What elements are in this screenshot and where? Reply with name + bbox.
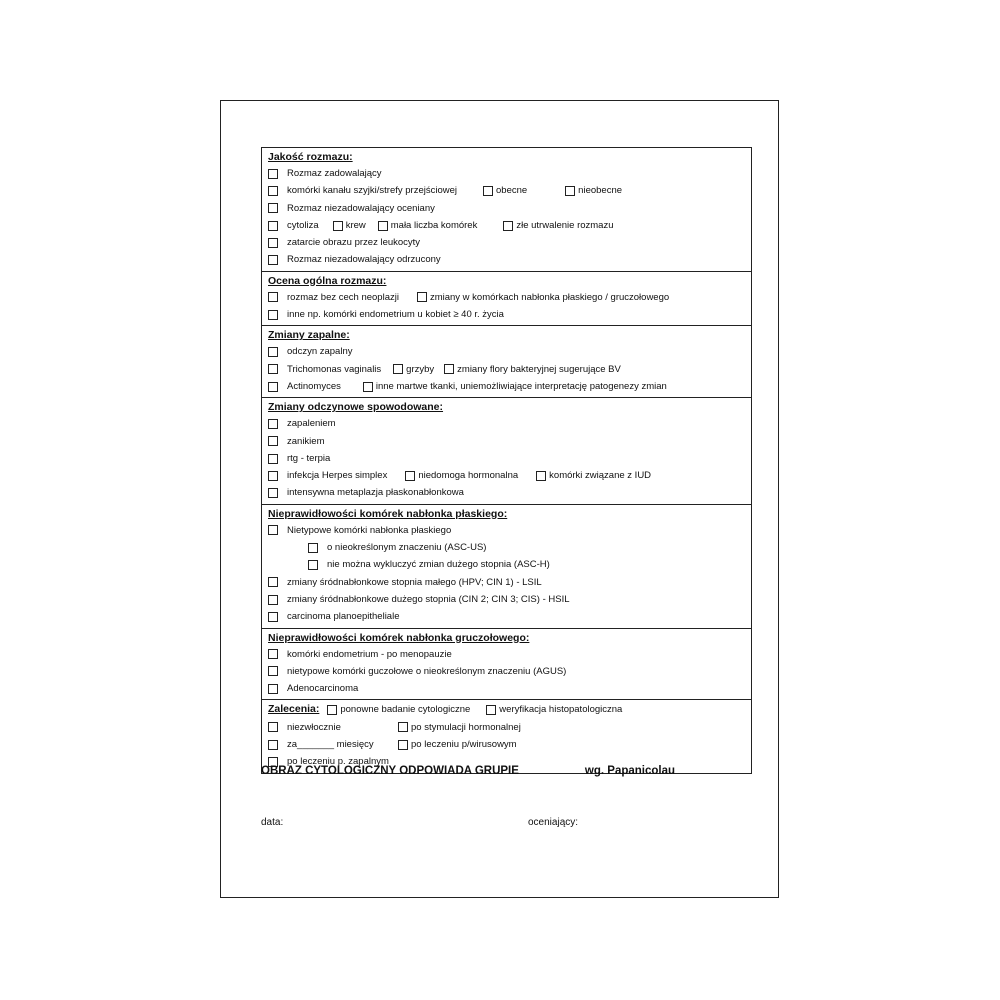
form-row <box>262 591 751 608</box>
checkbox[interactable] <box>268 666 278 676</box>
checkbox[interactable] <box>327 705 337 715</box>
checkbox[interactable] <box>268 525 278 535</box>
result-suffix: wg. Papanicolau <box>584 765 676 777</box>
checkbox[interactable] <box>363 382 373 392</box>
option-label: zmiany w komórkach nabłonka płaskiego / gruczołowego <box>429 291 670 303</box>
option-odczyn-zapalny <box>268 343 352 360</box>
form-row <box>262 556 751 573</box>
section-zmiany-odczynowe-spowodowane <box>262 397 751 503</box>
option-weryfikacja-histopatologiczna <box>486 701 622 718</box>
checkbox[interactable] <box>268 221 278 231</box>
option-label: weryfikacja histopatologiczna <box>499 704 623 716</box>
option-label: nieobecne <box>578 185 623 197</box>
section-title: Zmiany zapalne: <box>268 329 350 342</box>
section-nieprawidlowosci-komorek-nablonka-plaski <box>262 504 751 628</box>
option-label: złe utrwalenie rozmazu <box>516 219 614 231</box>
option-label: intensywna metaplazja płaskonabłonkowa <box>287 487 464 499</box>
option-label: Actinomyces <box>287 380 341 392</box>
option-label: obecne <box>496 185 528 197</box>
option-label: rtg - terpia <box>287 452 331 464</box>
group-blank-field[interactable] <box>527 765 583 774</box>
checkbox[interactable] <box>398 722 408 732</box>
checkbox[interactable] <box>393 364 403 374</box>
form-row <box>262 522 751 539</box>
option-zmiany-srodnablonkowe-stopnia-malego-hpv <box>268 574 542 591</box>
option-infekcja-herpes-simplex <box>268 467 387 484</box>
checkbox[interactable] <box>268 649 278 659</box>
form-row <box>262 361 751 378</box>
option-actinomyces <box>268 378 341 395</box>
option-inne-np-komorki-endometrium-u-kobiet-40- <box>268 306 504 323</box>
checkbox[interactable] <box>378 221 388 231</box>
cytology-form-table <box>261 147 752 774</box>
form-row <box>262 484 751 501</box>
option-label: komórki endometrium - po menopauzie <box>287 648 452 660</box>
checkbox[interactable] <box>405 471 415 481</box>
option-komorki-kanalu-szyjki-strefy-przejsciowe <box>268 182 457 199</box>
option-rozmaz-zadowalajacy <box>268 165 382 182</box>
checkbox[interactable] <box>268 169 278 179</box>
checkbox[interactable] <box>417 292 427 302</box>
option-label: rozmaz bez cech neoplazji <box>287 291 399 303</box>
checkbox[interactable] <box>268 186 278 196</box>
option-label: zapaleniem <box>287 418 336 430</box>
checkbox[interactable] <box>308 543 318 553</box>
form-row <box>262 182 751 199</box>
option-rozmaz-niezadowalajacy-oceniany <box>268 200 435 217</box>
option-za-miesiecy <box>268 736 398 753</box>
checkbox[interactable] <box>398 740 408 750</box>
option-label: niedomoga hormonalna <box>418 470 519 482</box>
form-row <box>262 200 751 217</box>
option-rozmaz-niezadowalajacy-odrzucony <box>268 251 441 268</box>
option-nieobecne <box>565 182 622 199</box>
section-zalecenia <box>262 699 751 772</box>
checkbox[interactable] <box>268 419 278 429</box>
checkbox[interactable] <box>444 364 454 374</box>
option-mala-liczba-komorek <box>378 217 478 234</box>
option-label: komórki związane z IUD <box>549 470 652 482</box>
section-title: Zalecenia: <box>268 703 320 716</box>
checkbox[interactable] <box>268 238 278 248</box>
checkbox[interactable] <box>503 221 513 231</box>
option-nie-mozna-wykluczyc-zmian-duzego-stopnia <box>308 556 550 573</box>
option-zapaleniem <box>268 415 336 432</box>
form-row <box>262 343 751 360</box>
option-trichomonas-vaginalis <box>268 361 381 378</box>
form-row <box>262 646 751 663</box>
checkbox[interactable] <box>483 186 493 196</box>
option-obecne <box>483 182 527 199</box>
option-label: Rozmaz niezadowalający oceniany <box>287 202 435 214</box>
option-label: nietypowe komórki guczołowe o nieokreślonym znaczeniu (AGUS) <box>287 665 567 677</box>
option-po-stymulacji-hormonalnej <box>398 719 521 736</box>
option-inne-martwe-tkanki-uniemozliwiajace-inte <box>363 378 667 395</box>
option-label: po leczeniu p/wirusowym <box>411 739 517 751</box>
checkbox[interactable] <box>268 684 278 694</box>
checkbox[interactable] <box>486 705 496 715</box>
option-zle-utrwalenie-rozmazu <box>503 217 613 234</box>
option-zmiany-flory-bakteryjnej-sugerujace-bv <box>444 361 621 378</box>
form-row <box>262 574 751 591</box>
checkbox[interactable] <box>268 595 278 605</box>
result-line <box>261 765 675 777</box>
form-row <box>262 608 751 625</box>
checkbox[interactable] <box>268 382 278 392</box>
form-row <box>262 433 751 450</box>
section-nieprawidlowosci-komorek-nablonka-gruczo <box>262 628 751 700</box>
checkbox[interactable] <box>308 560 318 570</box>
section-title: Nieprawidłowości komórek nabłonka płaskiego: <box>268 507 508 520</box>
option-label: zmiany śródnabłonkowe dużego stopnia (CIN 2; CIN 3; CIS) - HSIL <box>287 593 570 605</box>
form-row <box>262 663 751 680</box>
option-label: grzyby <box>406 363 435 375</box>
option-label: inne np. komórki endometrium u kobiet ≥ 40 r. życia <box>287 309 504 321</box>
checkbox[interactable] <box>268 488 278 498</box>
option-zatarcie-obrazu-przez-leukocyty <box>268 234 420 251</box>
option-label: zanikiem <box>287 435 325 447</box>
option-label: za_______ miesięcy <box>287 739 374 751</box>
option-zanikiem <box>268 433 325 450</box>
option-carcinoma-planoepitheliale <box>268 608 400 625</box>
option-label: Trichomonas vaginalis <box>287 363 382 375</box>
date-label: data: <box>261 817 284 828</box>
checkbox[interactable] <box>268 436 278 446</box>
option-rtg-terpia <box>268 450 330 467</box>
option-label: Nietypowe komórki nabłonka płaskiego <box>287 524 452 536</box>
option-intensywna-metaplazja-plaskonablonkowa <box>268 484 464 501</box>
form-row <box>262 736 751 753</box>
section-title: Ocena ogólna rozmazu: <box>268 274 387 287</box>
option-label: zmiany flory bakteryjnej sugerujące BV <box>457 363 621 375</box>
checkbox[interactable] <box>268 577 278 587</box>
form-row <box>262 680 751 697</box>
result-text: OBRAZ CYTOLOGICZNY ODPOWIADA GRUPIE <box>261 765 519 777</box>
form-sheet <box>220 100 779 898</box>
checkbox[interactable] <box>268 255 278 265</box>
option-zmiany-srodnablonkowe-duzego-stopnia-cin <box>268 591 570 608</box>
option-label: niezwłocznie <box>287 721 341 733</box>
option-label: zmiany śródnabłonkowe stopnia małego (HPV; CIN 1) - LSIL <box>287 576 542 588</box>
option-rozmaz-bez-cech-neoplazji <box>268 289 399 306</box>
section-title: Zmiany odczynowe spowodowane: <box>268 401 444 414</box>
checkbox[interactable] <box>565 186 575 196</box>
option-adenocarcinoma <box>268 680 358 697</box>
zalecenia-header-row <box>262 701 751 718</box>
option-nietypowe-komorki-nablonka-plaskiego <box>268 522 451 539</box>
option-label: inne martwe tkanki, uniemożliwiające interpretację patogenezy zmian <box>375 380 667 392</box>
option-label: zatarcie obrazu przez leukocyty <box>287 237 421 249</box>
option-po-leczeniu-p-wirusowym <box>398 736 517 753</box>
option-label: komórki kanału szyjki/strefy przejściowej <box>287 185 457 197</box>
form-row <box>262 467 751 484</box>
option-nietypowe-komorki-guczolowe-o-nieokreslo <box>268 663 566 680</box>
form-row <box>262 719 751 736</box>
form-row <box>262 234 751 251</box>
form-row <box>262 415 751 432</box>
form-row <box>262 450 751 467</box>
option-label: po leczeniu p. zapalnym <box>287 756 389 768</box>
option-label: Rozmaz zadowalający <box>287 168 382 179</box>
section-title: Jakość rozmazu: <box>268 151 353 163</box>
option-label: cytoliza <box>287 219 319 231</box>
section-ocena-ogolna-rozmazu <box>262 271 751 326</box>
form-row <box>262 289 751 306</box>
checkbox[interactable] <box>268 310 278 320</box>
checkbox[interactable] <box>268 292 278 302</box>
option-label: ponowne badanie cytologiczne <box>340 704 471 716</box>
rater-label: oceniający: <box>528 817 579 828</box>
checkbox[interactable] <box>268 203 278 213</box>
checkbox[interactable] <box>536 471 546 481</box>
option-cytoliza <box>268 217 319 234</box>
section-jakosc-rozmazu <box>262 148 751 271</box>
option-label: Adenocarcinoma <box>287 683 359 695</box>
option-komorki-endometrium-po-menopauzie <box>268 646 452 663</box>
option-label: krew <box>345 219 366 231</box>
option-krew <box>333 217 366 234</box>
checkbox[interactable] <box>268 740 278 750</box>
option-label: o nieokreślonym znaczeniu (ASC-US) <box>327 542 487 554</box>
checkbox[interactable] <box>268 347 278 357</box>
option-label: nie można wykluczyć zmian dużego stopnia (ASC-H) <box>327 559 550 571</box>
section-zmiany-zapalne <box>262 325 751 397</box>
form-row <box>262 251 751 268</box>
option-o-nieokreslonym-znaczeniu-asc-us <box>308 539 486 556</box>
option-grzyby <box>393 361 434 378</box>
form-row <box>262 306 751 323</box>
option-komorki-zwiazane-z-iud <box>536 467 651 484</box>
form-row <box>262 378 751 395</box>
section-title: Nieprawidłowości komórek nabłonka gruczołowego: <box>268 631 530 644</box>
checkbox[interactable] <box>268 612 278 622</box>
checkbox[interactable] <box>268 364 278 374</box>
option-label: carcinoma planoepitheliale <box>287 611 400 623</box>
form-row <box>262 539 751 556</box>
option-label: odczyn zapalny <box>287 346 353 358</box>
checkbox[interactable] <box>268 722 278 732</box>
checkbox[interactable] <box>333 221 343 231</box>
option-niedomoga-hormonalna <box>405 467 518 484</box>
option-label: infekcja Herpes simplex <box>287 470 388 482</box>
option-niezwlocznie <box>268 719 398 736</box>
option-zmiany-w-komorkach-nablonka-plaskiego-gr <box>417 289 669 306</box>
option-ponowne-badanie-cytologiczne <box>327 701 470 718</box>
checkbox[interactable] <box>268 471 278 481</box>
checkbox[interactable] <box>268 454 278 464</box>
option-label: mała liczba komórek <box>390 219 478 231</box>
option-label: po stymulacji hormonalnej <box>411 721 521 733</box>
option-label: Rozmaz niezadowalający odrzucony <box>287 254 441 266</box>
form-row <box>262 165 751 182</box>
form-row <box>262 217 751 234</box>
